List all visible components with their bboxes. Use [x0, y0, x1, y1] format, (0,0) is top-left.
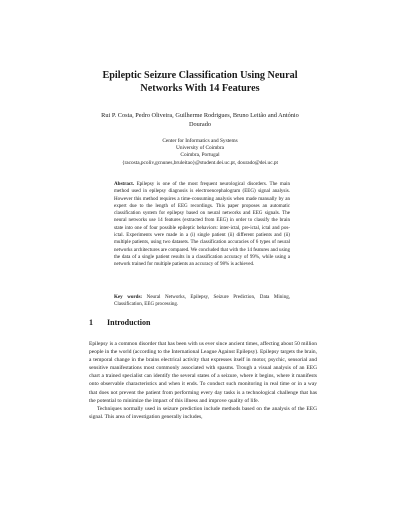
affiliation-line-1: Center for Informatics and Systems [162, 138, 238, 144]
section-title-text: Introduction [107, 318, 151, 327]
paragraph-2: Techniques normally used in seizure prediction include methods based on the analysis of the EEG signal. This area of investigation generally includes, [89, 405, 317, 420]
abstract-label: Abstract. [114, 181, 135, 187]
keywords [114, 294, 290, 309]
title-line-2: Networks With 14 Features [140, 83, 260, 94]
affiliation-line-3: Coimbra, Portugal [180, 152, 220, 159]
affiliation-line-2: University of Coimbra [176, 145, 224, 152]
abstract [114, 181, 290, 269]
affiliation-emails: {racosta,pcoliv,gcnunes,bruleitao}@student.dei.uc.pt, dourado@dei.uc.pt [122, 159, 278, 166]
section-heading [89, 318, 319, 328]
keywords-label: Key words: [114, 294, 143, 300]
affiliation [40, 138, 360, 167]
section-number: 1 [89, 318, 93, 327]
authors-line-2: Dourado [188, 121, 212, 128]
author-list [40, 111, 360, 129]
paragraph-1: Epilepsy is a common disorder that has been with us ever since ancient times, affecting about 50 million people in the world (according to the International League Against Epilepsy). Epilepsy targets the brain, a temporal change in the brains electrical activity that expresses itself in motor, psychic, sensorial and sensitive manifestations most commonly associated with spasms. Trough a visual analysis of an EEG chart a trained specialist can identify the several states of a seizure, where it begins, where it manifests onto observable characteristics and when it ends. To conduct such monitoring in real time or in a way that does not prevent the patient from performing every day tasks is a technological challenge that has the potential to minimize the impact of this illness and improve quality of life. [89, 341, 317, 404]
body-text [89, 340, 317, 421]
title-line-1: Epileptic Seizure Classification Using Neural [102, 70, 298, 81]
keywords-text: Neural Networks, Epilepsy, Seizure Prediction, Data Mining, Classification, EEG processing. [114, 294, 291, 308]
paper-title [40, 69, 360, 95]
abstract-text: Epilepsy is one of the most frequent neurological disorders. The main method used in epilepsy diagnosis is electroencephalogram (EEG) signal analysis. However this method requires a time-consuming analysis when made manually by an expert due to the length of EEG recordings. This paper proposes an automatic classification system for epilepsy based on neural networks and EEG signals. The neural networks use 14 features (extracted from EEG) in order to classify the brain state into one of four possible epileptic behaviors: inter-ictal, pre-ictal, ictal and pos-ictal. Experiments were made in a (i) single patient (ii) different patients and (ii) multiple patients, using two datasets. The classification accuracies of 6 types of neural networks architectures are compared. We concluded that with the 14 features and using the data of a single patient results in a classification accuracy of 99%, while using a network trained for multiple patients an accuracy of 98% is achieved. [114, 181, 290, 268]
authors-line-1: Rui P. Costa, Pedro Oliveira, Guilherme Rodrigues, Bruno Leitão and António [101, 112, 299, 119]
